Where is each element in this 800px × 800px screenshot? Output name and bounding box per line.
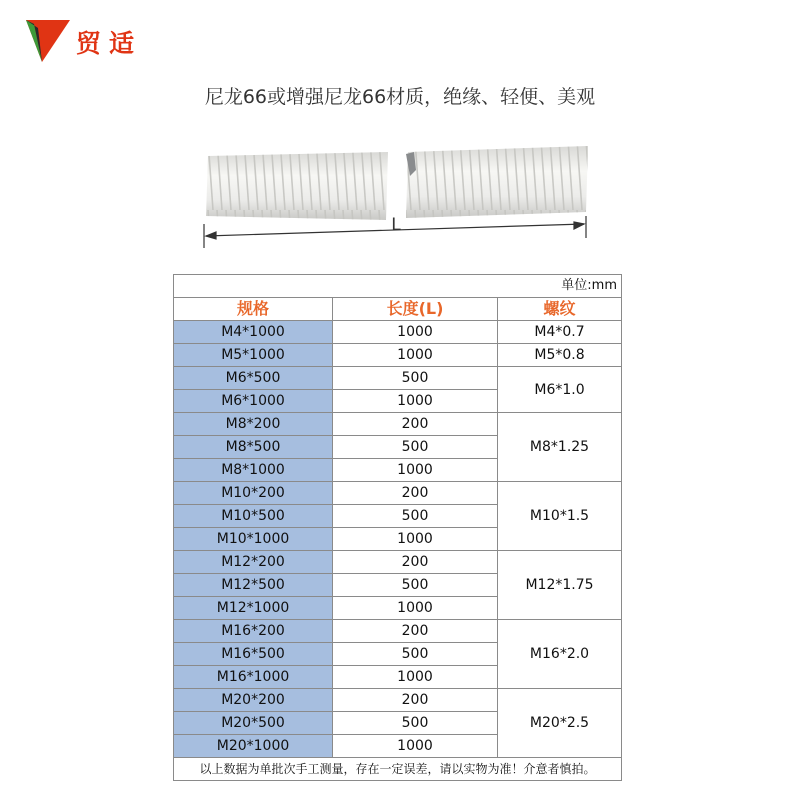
length-cell: 500 bbox=[333, 505, 498, 528]
spec-cell: M8*500 bbox=[174, 436, 333, 459]
spec-cell: M12*1000 bbox=[174, 597, 333, 620]
unit-row bbox=[174, 275, 622, 298]
unit-label: 单位:mm bbox=[174, 275, 622, 298]
length-cell: 1000 bbox=[333, 459, 498, 482]
length-cell: 500 bbox=[333, 574, 498, 597]
spec-cell: M16*500 bbox=[174, 643, 333, 666]
thread-cell: M12*1.75 bbox=[498, 551, 622, 620]
spec-cell: M10*500 bbox=[174, 505, 333, 528]
spec-cell: M12*200 bbox=[174, 551, 333, 574]
length-cell: 1000 bbox=[333, 735, 498, 758]
length-cell: 200 bbox=[333, 689, 498, 712]
length-cell: 1000 bbox=[333, 344, 498, 367]
table-row bbox=[174, 367, 622, 390]
length-cell: 1000 bbox=[333, 321, 498, 344]
length-cell: 500 bbox=[333, 643, 498, 666]
header-length: 长度(L) bbox=[333, 298, 498, 321]
length-cell: 1000 bbox=[333, 597, 498, 620]
threaded-rod-illustration bbox=[180, 140, 610, 250]
dimension-label: L bbox=[391, 215, 401, 235]
length-cell: 200 bbox=[333, 620, 498, 643]
spec-cell: M20*500 bbox=[174, 712, 333, 735]
spec-cell: M10*200 bbox=[174, 482, 333, 505]
header-spec: 规格 bbox=[174, 298, 333, 321]
spec-cell: M20*200 bbox=[174, 689, 333, 712]
spec-cell: M20*1000 bbox=[174, 735, 333, 758]
length-cell: 200 bbox=[333, 413, 498, 436]
spec-cell: M12*500 bbox=[174, 574, 333, 597]
spec-cell: M6*500 bbox=[174, 367, 333, 390]
note-row bbox=[174, 758, 622, 781]
table-row bbox=[174, 413, 622, 436]
length-cell: 500 bbox=[333, 367, 498, 390]
spec-cell: M8*1000 bbox=[174, 459, 333, 482]
measurement-note: 以上数据为单批次手工测量，存在一定误差，请以实物为准！介意者慎拍。 bbox=[174, 758, 622, 781]
length-cell: 200 bbox=[333, 482, 498, 505]
threaded-rod-svg bbox=[180, 140, 610, 250]
table-row bbox=[174, 689, 622, 712]
spec-cell: M4*1000 bbox=[174, 321, 333, 344]
length-cell: 1000 bbox=[333, 528, 498, 551]
table-row bbox=[174, 321, 622, 344]
length-cell: 1000 bbox=[333, 390, 498, 413]
length-cell: 1000 bbox=[333, 666, 498, 689]
brand-name: 贸适 bbox=[76, 29, 143, 58]
thread-cell: M20*2.5 bbox=[498, 689, 622, 758]
thread-cell: M8*1.25 bbox=[498, 413, 622, 482]
spec-cell: M10*1000 bbox=[174, 528, 333, 551]
brand-logo bbox=[26, 18, 146, 64]
thread-cell: M5*0.8 bbox=[498, 344, 622, 367]
header-thread: 螺纹 bbox=[498, 298, 622, 321]
spec-cell: M6*1000 bbox=[174, 390, 333, 413]
spec-cell: M16*200 bbox=[174, 620, 333, 643]
length-cell: 500 bbox=[333, 712, 498, 735]
thread-cell: M6*1.0 bbox=[498, 367, 622, 413]
rod-left-segment bbox=[206, 152, 388, 220]
product-headline: 尼龙66或增强尼龙66材质，绝缘、轻便、美观 bbox=[204, 86, 596, 108]
spec-cell: M8*200 bbox=[174, 413, 333, 436]
rod-right-segment bbox=[406, 146, 588, 218]
brand-logo-mark bbox=[26, 18, 72, 64]
thread-cell: M16*2.0 bbox=[498, 620, 622, 689]
spec-cell: M5*1000 bbox=[174, 344, 333, 367]
header-row bbox=[174, 298, 622, 321]
length-cell: 500 bbox=[333, 436, 498, 459]
thread-cell: M10*1.5 bbox=[498, 482, 622, 551]
spec-table bbox=[173, 274, 622, 781]
spec-cell: M16*1000 bbox=[174, 666, 333, 689]
length-cell: 200 bbox=[333, 551, 498, 574]
table-row bbox=[174, 620, 622, 643]
thread-cell: M4*0.7 bbox=[498, 321, 622, 344]
table-row bbox=[174, 482, 622, 505]
table-row bbox=[174, 551, 622, 574]
table-row bbox=[174, 344, 622, 367]
